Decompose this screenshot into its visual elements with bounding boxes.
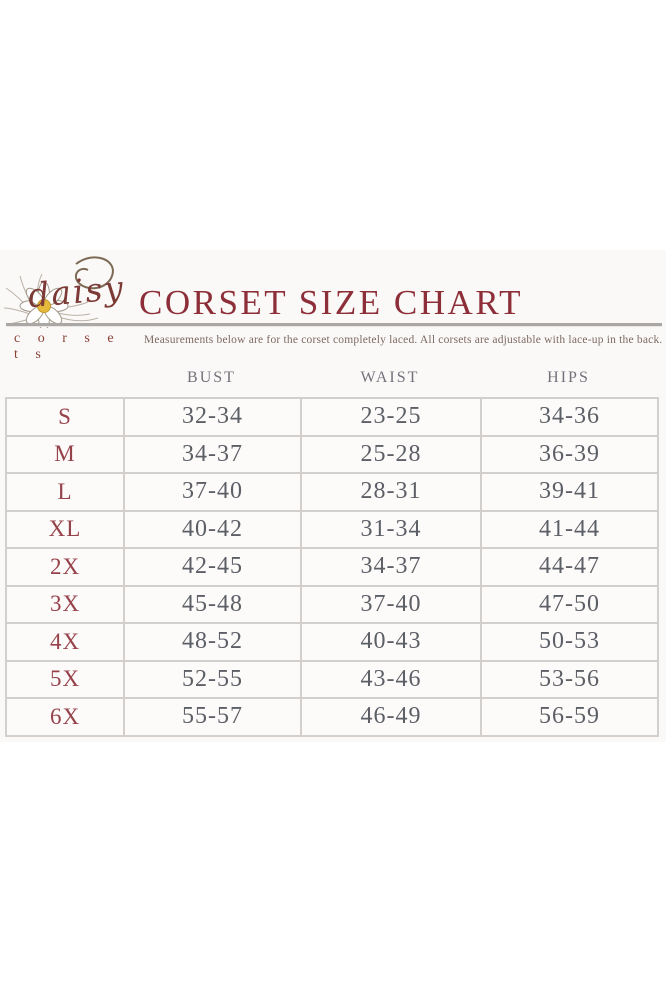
bust-cell: 32-34 (124, 398, 301, 436)
hips-cell: 36-39 (481, 436, 658, 474)
waist-cell: 25-28 (301, 436, 481, 474)
hips-cell: 44-47 (481, 548, 658, 586)
size-cell: 3X (6, 586, 124, 624)
table-row (6, 548, 658, 586)
page-title: CORSET SIZE CHART (139, 283, 523, 322)
size-cell: XL (6, 511, 124, 549)
size-cell: M (6, 436, 124, 474)
size-cell: L (6, 473, 124, 511)
waist-cell: 40-43 (301, 623, 481, 661)
table-row (6, 623, 658, 661)
waist-cell: 43-46 (301, 661, 481, 699)
size-cell: S (6, 398, 124, 436)
waist-cell: 34-37 (301, 548, 481, 586)
bust-column-header: BUST (187, 369, 236, 386)
waist-cell: 37-40 (301, 586, 481, 624)
table-row (6, 661, 658, 699)
bust-cell: 55-57 (124, 698, 301, 736)
size-cell: 2X (6, 548, 124, 586)
column-header-row (5, 369, 657, 387)
table-row (6, 586, 658, 624)
size-cell: 5X (6, 661, 124, 699)
table-row (6, 511, 658, 549)
waist-cell: 28-31 (301, 473, 481, 511)
table-row (6, 436, 658, 474)
waist-cell: 46-49 (301, 698, 481, 736)
brand-subtext: c o r s e t s (14, 331, 121, 362)
table-row (6, 473, 658, 511)
bust-cell: 40-42 (124, 511, 301, 549)
hips-cell: 39-41 (481, 473, 658, 511)
brand-script-text: daisy (26, 267, 127, 316)
bust-cell: 37-40 (124, 473, 301, 511)
waist-cell: 23-25 (301, 398, 481, 436)
hips-cell: 41-44 (481, 511, 658, 549)
size-cell: 4X (6, 623, 124, 661)
size-column-header (5, 369, 123, 387)
bust-cell: 42-45 (124, 548, 301, 586)
bust-cell: 48-52 (124, 623, 301, 661)
size-cell: 6X (6, 698, 124, 736)
hips-cell: 50-53 (481, 623, 658, 661)
bust-cell: 34-37 (124, 436, 301, 474)
bust-cell: 45-48 (124, 586, 301, 624)
table-row (6, 398, 658, 436)
waist-column-header: WAIST (360, 369, 420, 386)
waist-cell: 31-34 (301, 511, 481, 549)
header-divider (6, 323, 662, 327)
size-chart-table (5, 397, 659, 737)
hips-cell: 56-59 (481, 698, 658, 736)
measurement-note: Measurements below are for the corset completely laced. All corsets are adjustable with lace-up in the back. (144, 334, 663, 346)
table-row (6, 698, 658, 736)
bust-cell: 52-55 (124, 661, 301, 699)
hips-cell: 47-50 (481, 586, 658, 624)
hips-cell: 34-36 (481, 398, 658, 436)
hips-cell: 53-56 (481, 661, 658, 699)
hips-column-header: HIPS (547, 369, 590, 386)
